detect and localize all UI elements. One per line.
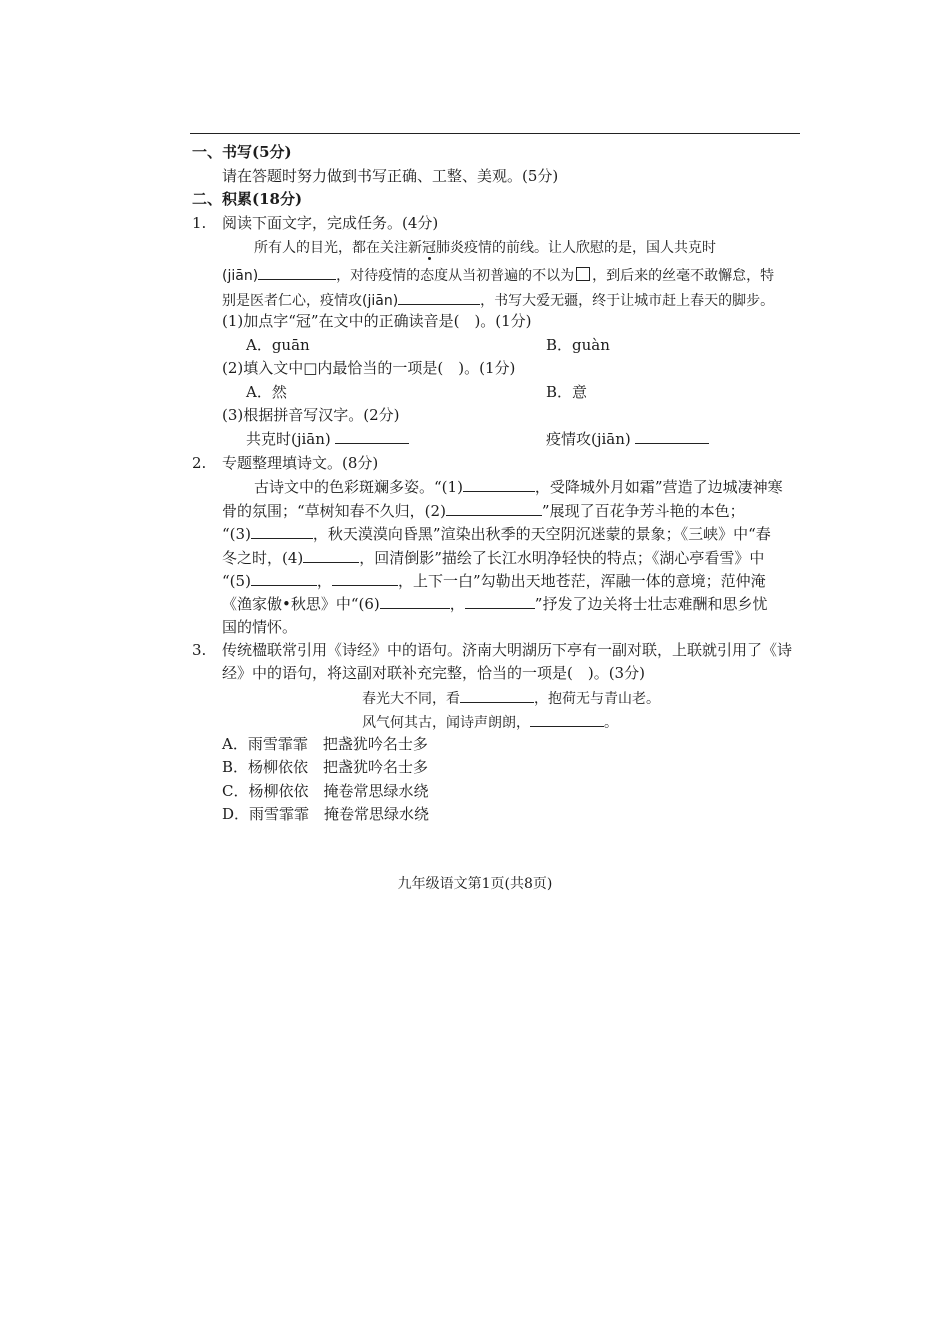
option-a[interactable]: A．guān <box>246 336 310 354</box>
choice-option-d[interactable]: D．雨雪霏霏 掩卷常思绿水绕 <box>222 805 430 823</box>
answer-blank[interactable] <box>398 289 480 305</box>
poem-line-6: 《渔家傲•秋思》中“(6) ， ”抒发了边关将士壮志难酬和思乡忧 <box>222 595 768 613</box>
answer-blank[interactable] <box>251 570 317 586</box>
answer-blank[interactable] <box>530 711 604 727</box>
top-rule <box>190 133 800 134</box>
poem-line-3: “(3) ，秋天漠漠向昏黑”渲染出秋季的天空阴沉迷蒙的景象；《三峡》中“春 <box>222 525 771 543</box>
pinyin-item-1: 共克时(jiān) <box>246 428 409 449</box>
sub-question-2: (2)填入文中□内最恰当的一项是( )。(1分) <box>222 359 516 377</box>
writing-instruction: 请在答题时努力做到书写正确、工整、美观。(5分) <box>222 167 559 185</box>
option-b[interactable]: B．guàn <box>546 336 610 354</box>
section-heading-accumulation: 二、积累(18分) <box>192 190 303 208</box>
pinyin-item-2: 疫情攻(jiān) <box>546 428 709 449</box>
choice-option-c[interactable]: C．杨柳依依 掩卷常思绿水绕 <box>222 782 429 800</box>
question-1-prompt: 阅读下面文字，完成任务。(4分) <box>222 214 439 232</box>
poem-line-2: 骨的氛围；“草树知春不久归，(2) ”展现了百花争芳斗艳的本色； <box>222 502 745 520</box>
question-3-line-2: 经》中的语句，将这副对联补充完整，恰当的一项是( )。(3分) <box>222 664 645 682</box>
poem-line-7: 国的情怀。 <box>222 618 298 636</box>
dotted-char: 冠 <box>422 240 436 256</box>
couplet-line-1: 春光大不同，看 ，抱荷无与青山老。 <box>362 687 660 709</box>
answer-blank[interactable] <box>251 523 313 539</box>
answer-blank[interactable] <box>463 476 535 492</box>
section-heading-writing: 一、书写(5分) <box>192 143 292 161</box>
poem-line-1: 古诗文中的色彩斑斓多姿。“(1) ，受降城外月如霜”营造了边城凄神寒 <box>254 478 783 496</box>
choice-option-a[interactable]: A．雨雪霏霏 把盏犹吟名士多 <box>222 735 428 753</box>
question-2-prompt: 专题整理填诗文。(8分) <box>222 454 379 472</box>
question-number-1: 1. <box>192 214 207 232</box>
passage-line-1: 所有人的目光，都在关注新冠肺炎疫情的前线。让人欣慰的是，国人共克时 <box>254 240 716 256</box>
answer-blank[interactable] <box>460 687 534 703</box>
answer-blank[interactable] <box>303 547 359 563</box>
poem-line-5: “(5) ， ，上下一白”勾勒出天地苍茫，浑融一体的意境；范仲淹 <box>222 572 766 590</box>
answer-blank[interactable] <box>332 570 398 586</box>
question-number-3: 3. <box>192 641 207 659</box>
answer-blank[interactable] <box>635 428 709 444</box>
answer-blank[interactable] <box>380 593 450 609</box>
answer-blank[interactable] <box>258 264 336 280</box>
sub-question-1: (1)加点字“冠”在文中的正确读音是( )。(1分) <box>222 312 532 330</box>
option-b[interactable]: B．意 <box>546 383 588 401</box>
option-a[interactable]: A．然 <box>246 383 287 401</box>
couplet-line-2: 风气何其古，闻诗声朗朗， 。 <box>362 711 618 733</box>
choice-option-b[interactable]: B．杨柳依依 把盏犹吟名士多 <box>222 758 429 776</box>
answer-blank[interactable] <box>465 593 535 609</box>
sub-question-3: (3)根据拼音写汉字。(2分) <box>222 406 400 424</box>
page-footer: 九年级语文第1页(共8页) <box>397 876 553 892</box>
question-number-2: 2. <box>192 454 207 472</box>
question-3-line-1: 传统楹联常引用《诗经》中的语句。济南大明湖历下亭有一副对联，上联就引用了《诗 <box>222 641 793 659</box>
passage-line-3: 别是医者仁心，疫情攻(jiān) ，书写大爱无疆，终于让城市赶上春天的脚步。 <box>222 289 774 311</box>
fill-box <box>576 267 590 281</box>
answer-blank[interactable] <box>446 500 542 516</box>
answer-blank[interactable] <box>335 428 409 444</box>
poem-line-4: 冬之时，(4) ，回清倒影”描绘了长江水明净轻快的特点；《湖心亭看雪》中 <box>222 549 765 567</box>
passage-line-2: (jiān) ，对待疫情的态度从当初普遍的不以为 ，到后来的丝毫不敢懈怠，特 <box>222 264 774 286</box>
